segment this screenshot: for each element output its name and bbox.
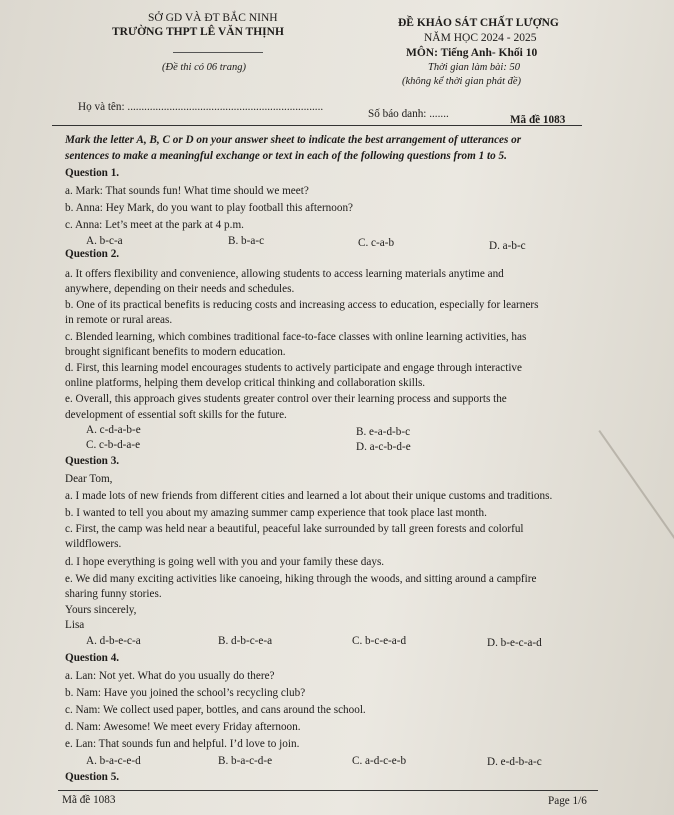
- q1-line-b: b. Anna: Hey Mark, do you want to play football this afternoon?: [65, 202, 354, 214]
- q3-line-c1: c. First, the camp was held near a beautiful, peaceful lake surrounded by tall green forests and colorful: [65, 523, 524, 535]
- q4-option-c: C. a-d-c-e-b: [352, 755, 407, 767]
- q2-line-a2: anywhere, depending on their needs and schedules.: [65, 283, 295, 295]
- name-field-label: Họ và tên: ......................................................................: [78, 101, 324, 113]
- header-divider: [173, 52, 263, 53]
- q3-line-b: b. I wanted to tell you about my amazing summer camp experience that took place last month.: [65, 507, 487, 519]
- dept-name: SỞ GD VÀ ĐT BẮC NINH: [148, 12, 278, 24]
- footer-page-number: Page 1/6: [548, 795, 587, 807]
- q1-option-c: C. c-a-b: [358, 237, 395, 249]
- q2-option-a: A. c-d-a-b-e: [86, 424, 141, 436]
- question-5-title: Question 5.: [65, 771, 120, 783]
- school-year: NĂM HỌC 2024 - 2025: [424, 32, 537, 44]
- q1-option-d: D. a-b-c: [489, 240, 526, 252]
- q3-line-e1: e. We did many exciting activities like canoeing, hiking through the woods, and sitting around a campfire: [65, 573, 537, 585]
- q2-line-c1: c. Blended learning, which combines traditional face-to-face classes with online learning activities, has: [65, 331, 527, 343]
- paper-crease: [598, 430, 674, 562]
- instruction-line1: Mark the letter A, B, C or D on your answer sheet to indicate the best arrangement of utterances or: [65, 134, 522, 146]
- q4-option-d: D. e-d-b-a-c: [487, 756, 542, 768]
- q3-closing: Yours sincerely,: [65, 604, 137, 616]
- q3-greeting: Dear Tom,: [65, 473, 113, 485]
- q3-option-b: B. d-b-c-e-a: [218, 635, 273, 647]
- q3-option-a: A. d-b-e-c-a: [86, 635, 141, 647]
- q2-line-d2: online platforms, helping them develop critical thinking and collaboration skills.: [65, 377, 426, 389]
- q3-line-d: d. I hope everything is going well with you and your family these days.: [65, 556, 385, 568]
- q4-line-a: a. Lan: Not yet. What do you usually do there?: [65, 670, 275, 682]
- school-name: TRƯỜNG THPT LÊ VĂN THỊNH: [112, 26, 284, 38]
- q1-line-c: c. Anna: Let’s meet at the park at 4 p.m.: [65, 219, 244, 231]
- q2-line-c2: brought significant benefits to modern education.: [65, 346, 286, 358]
- q3-line-c2: wildflowers.: [65, 538, 122, 550]
- q2-line-b1: b. One of its practical benefits is reducing costs and increasing access to education, especially for learners: [65, 299, 539, 311]
- subject: MÔN: Tiếng Anh- Khối 10: [406, 47, 538, 59]
- q1-option-a: A. b-c-a: [86, 235, 123, 247]
- q1-option-b: B. b-a-c: [228, 235, 265, 247]
- q4-line-b: b. Nam: Have you joined the school’s recycling club?: [65, 687, 306, 699]
- q2-line-d1: d. First, this learning model encourages students to actively participate and engage through interactive: [65, 362, 522, 374]
- q1-line-a: a. Mark: That sounds fun! What time should we meet?: [65, 185, 309, 197]
- question-1-title: Question 1.: [65, 167, 120, 179]
- q4-option-a: A. b-a-c-e-d: [86, 755, 141, 767]
- q2-line-e2: development of essential soft skills for the future.: [65, 409, 287, 421]
- q2-option-c: C. c-b-d-a-e: [86, 439, 141, 451]
- exam-code: Mã đề 1083: [510, 114, 566, 126]
- q4-line-d: d. Nam: Awesome! We meet every Friday afternoon.: [65, 721, 301, 733]
- time-note: (không kể thời gian phát đề): [402, 76, 522, 87]
- instruction-line2: sentences to make a meaningful exchange or text in each of the following questions from 1 to 5.: [65, 150, 507, 162]
- question-4-title: Question 4.: [65, 652, 120, 664]
- q3-option-d: D. b-e-c-a-d: [487, 637, 542, 649]
- question-2-title: Question 2.: [65, 248, 120, 260]
- q4-line-e: e. Lan: That sounds fun and helpful. I’d love to join.: [65, 738, 300, 750]
- header-rule: [52, 125, 582, 126]
- q2-line-e1: e. Overall, this approach gives students greater control over their learning process and supports the: [65, 393, 507, 405]
- q3-option-c: C. b-c-e-a-d: [352, 635, 407, 647]
- pages-note: (Đề thi có 06 trang): [162, 62, 246, 73]
- exam-time: Thời gian làm bài: 50: [428, 62, 520, 73]
- q2-line-a1: a. It offers flexibility and convenience, allowing students to access learning materials anytime and: [65, 268, 504, 280]
- question-3-title: Question 3.: [65, 455, 120, 467]
- footer-exam-code: Mã đề 1083: [62, 794, 116, 806]
- q2-option-b: B. e-a-d-b-c: [356, 426, 411, 438]
- footer-rule: [58, 790, 598, 791]
- sbd-field-label: Số báo danh: .......: [368, 108, 449, 120]
- q4-line-c: c. Nam: We collect used paper, bottles, and cans around the school.: [65, 704, 366, 716]
- q3-line-e2: sharing funny stories.: [65, 588, 162, 600]
- exam-title: ĐỀ KHẢO SÁT CHẤT LƯỢNG: [398, 17, 559, 29]
- q4-option-b: B. b-a-c-d-e: [218, 755, 273, 767]
- q3-signature: Lisa: [65, 619, 85, 631]
- q2-option-d: D. a-c-b-d-e: [356, 441, 411, 453]
- q3-line-a: a. I made lots of new friends from different cities and learned a lot about their unique customs and traditions.: [65, 490, 553, 502]
- q2-line-b2: in remote or rural areas.: [65, 314, 173, 326]
